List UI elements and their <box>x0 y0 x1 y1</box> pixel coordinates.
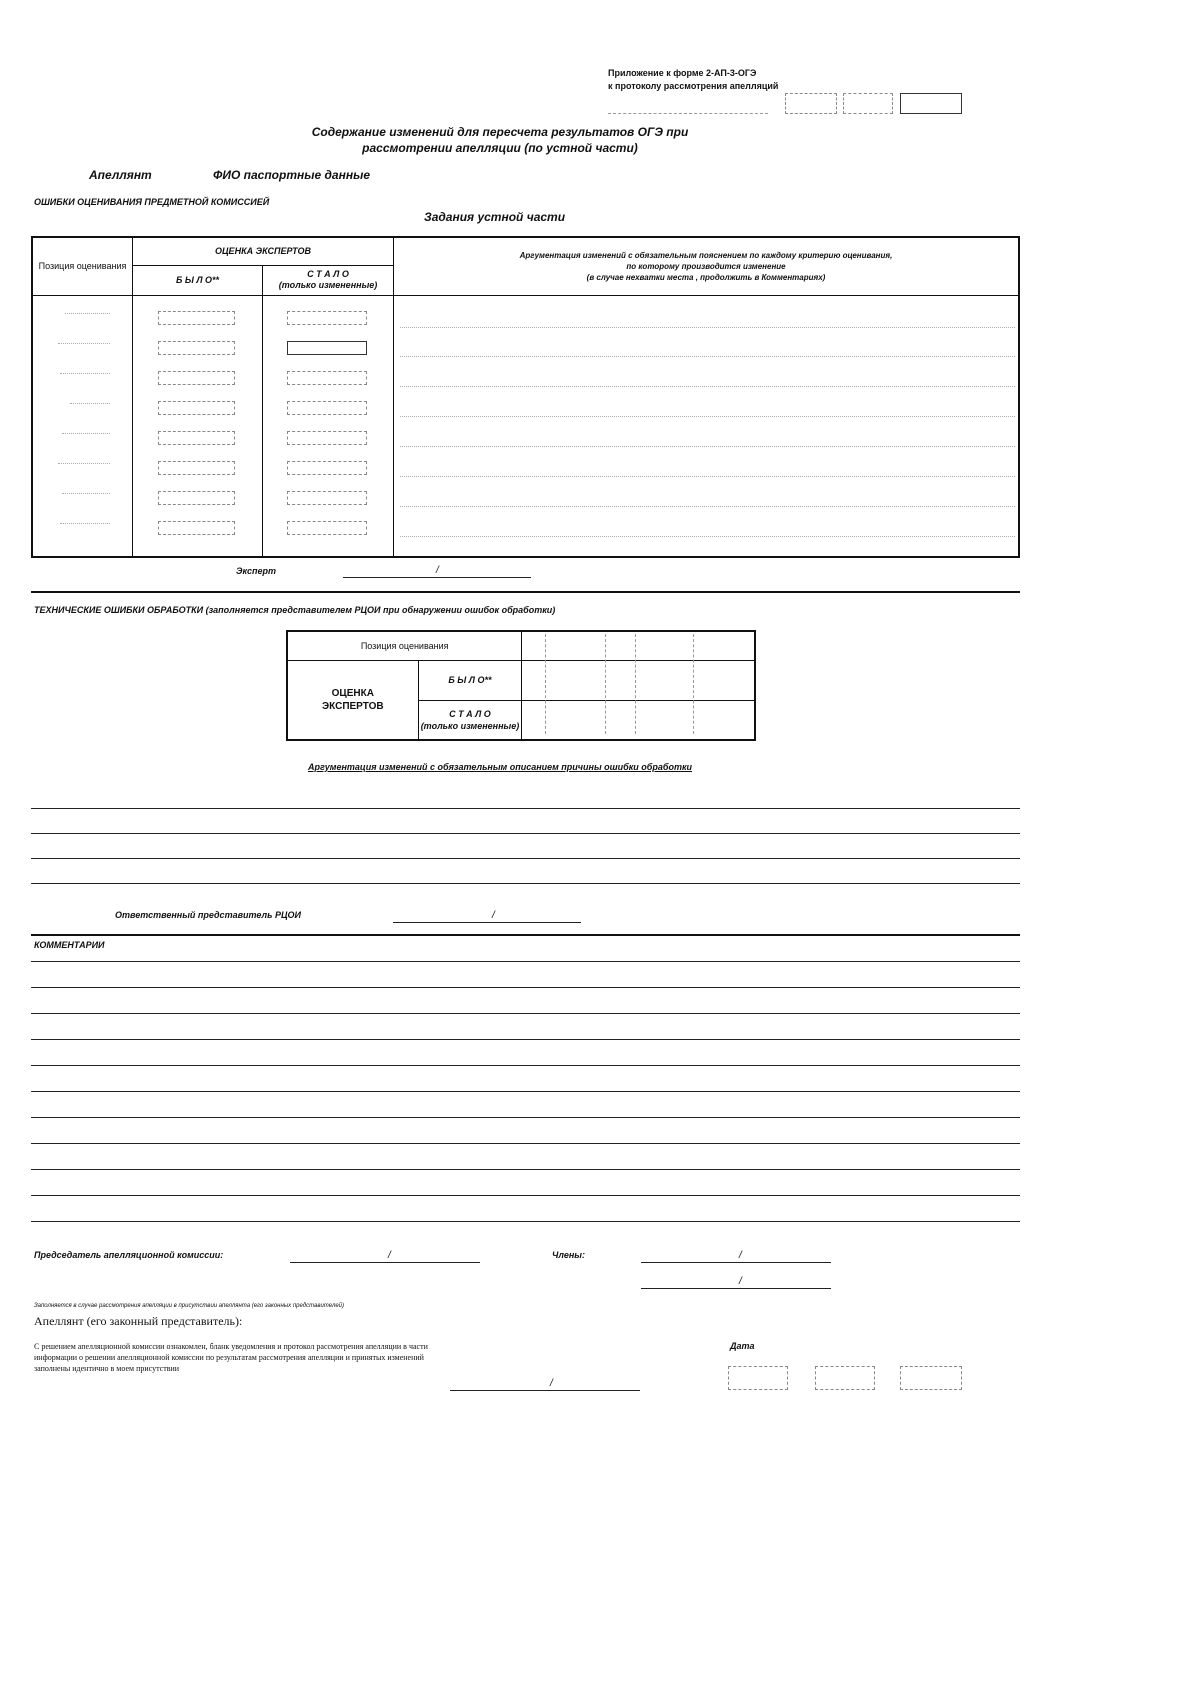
responsible-signature-line[interactable] <box>393 922 581 923</box>
protocol-date-box-2[interactable] <box>843 93 893 114</box>
argument-line-3[interactable] <box>400 386 1015 387</box>
argument-line-4[interactable] <box>400 416 1015 417</box>
tech-argument-heading: Аргументация изменений с обязательным описанием причины ошибки обработки <box>307 762 693 772</box>
col-became-note: (только измененные) <box>278 280 378 290</box>
col-was: Б Ы Л О** <box>133 265 263 295</box>
col-argument <box>394 237 1020 295</box>
chair-slash: / <box>388 1250 391 1261</box>
was-field-1[interactable] <box>158 311 235 325</box>
became-field-7[interactable] <box>287 491 367 505</box>
expert-label: Эксперт <box>236 566 277 576</box>
oral-tasks-subheading: Задания устной части <box>424 210 566 224</box>
argument-line-7[interactable] <box>400 506 1015 507</box>
became-field-2[interactable] <box>287 341 367 355</box>
protocol-date-box-3[interactable] <box>900 93 962 114</box>
section-divider-1 <box>31 591 1020 593</box>
chair-signature-line[interactable] <box>290 1262 480 1263</box>
appellant-label: Апеллянт <box>89 168 152 182</box>
commission-errors-table <box>31 236 1020 558</box>
title-line-1: Содержание изменений для пересчета результатов ОГЭ при <box>311 125 689 139</box>
col-became-label: С Т А Л О <box>307 269 349 279</box>
was-field-2[interactable] <box>158 341 235 355</box>
expert-slash: / <box>436 565 439 576</box>
page-title <box>0 124 1000 156</box>
became-cells[interactable] <box>263 295 394 557</box>
position-field-4[interactable] <box>70 403 110 404</box>
comment-line-7[interactable] <box>31 1117 1020 1118</box>
comment-line-2[interactable] <box>31 987 1020 988</box>
argument-line-2[interactable] <box>400 356 1015 357</box>
argument-line-5[interactable] <box>400 446 1015 447</box>
tech-became-note: (только измененные) <box>420 720 520 731</box>
became-field-6[interactable] <box>287 461 367 475</box>
member-1-signature-line[interactable] <box>641 1262 831 1263</box>
position-field-5[interactable] <box>62 433 110 434</box>
col-became <box>263 265 394 295</box>
comments-heading: КОММЕНТАРИИ <box>34 940 105 950</box>
tech-became <box>418 700 522 740</box>
col-experts: ОЦЕНКА ЭКСПЕРТОВ <box>133 237 394 265</box>
members-label: Члены: <box>552 1250 585 1260</box>
date-day-box[interactable] <box>728 1366 788 1390</box>
position-field-2[interactable] <box>58 343 110 344</box>
argument-line-6[interactable] <box>400 476 1015 477</box>
became-field-3[interactable] <box>287 371 367 385</box>
was-field-7[interactable] <box>158 491 235 505</box>
was-field-5[interactable] <box>158 431 235 445</box>
became-field-5[interactable] <box>287 431 367 445</box>
responsible-label: Ответственный представитель РЦОИ <box>115 910 301 920</box>
became-field-4[interactable] <box>287 401 367 415</box>
position-field-8[interactable] <box>60 523 110 524</box>
member-1-slash: / <box>739 1250 742 1261</box>
became-field-1[interactable] <box>287 311 367 325</box>
member-2-signature-line[interactable] <box>641 1288 831 1289</box>
argument-line-1[interactable] <box>400 327 1015 328</box>
col-argument-line-2: по которому производится изменение <box>626 261 786 271</box>
date-year-box[interactable] <box>900 1366 962 1390</box>
position-field-1[interactable] <box>65 313 110 314</box>
footer-slash: / <box>550 1378 553 1389</box>
footer-statement: С решением апелляционной комиссии ознакомлен, бланк уведомления и протокол рассмотрения апелляции в части информации о решении апелляционной комиссии по результатам рассмотрения апелляции и принятых изменений заполнены идентично в моем присутствии <box>34 1342 428 1373</box>
commission-errors-heading: ОШИБКИ ОЦЕНИВАНИЯ ПРЕДМЕТНОЙ КОМИССИЕЙ <box>34 197 270 207</box>
col-argument-line-3: (в случае нехватки места , продолжить в Комментариях) <box>586 272 826 282</box>
was-field-3[interactable] <box>158 371 235 385</box>
position-cells[interactable] <box>32 295 133 557</box>
footer-appellant-label: Апеллянт (его законный представитель): <box>34 1314 243 1328</box>
date-label: Дата <box>730 1341 755 1351</box>
footer-signature-line[interactable] <box>450 1390 640 1391</box>
tech-experts-label <box>287 660 418 740</box>
comment-line-6[interactable] <box>31 1091 1020 1092</box>
section-divider-2 <box>31 934 1020 936</box>
position-field-6[interactable] <box>58 463 110 464</box>
member-2-slash: / <box>739 1276 742 1287</box>
was-field-6[interactable] <box>158 461 235 475</box>
comment-line-1[interactable] <box>31 961 1020 962</box>
comment-line-10[interactable] <box>31 1195 1020 1196</box>
tech-argument-line-1[interactable] <box>31 808 1020 809</box>
argument-cells[interactable] <box>394 295 1020 557</box>
tech-cell-dividers <box>520 632 752 739</box>
tech-experts-line-1: ОЦЕНКА <box>331 687 374 699</box>
chair-label: Председатель апелляционной комиссии: <box>34 1250 224 1260</box>
col-argument-line-1: Аргументация изменений с обязательным пояснением по каждому критерию оценивания, <box>519 250 893 260</box>
comment-line-9[interactable] <box>31 1169 1020 1170</box>
tech-experts-line-2: ЭКСПЕРТОВ <box>322 700 384 712</box>
was-cells[interactable] <box>133 295 263 557</box>
comment-line-8[interactable] <box>31 1143 1020 1144</box>
title-line-2: рассмотрении апелляции (по устной части) <box>362 141 638 155</box>
tech-row-position: Позиция оценивания <box>287 631 522 660</box>
fill-note: Заполняется в случае рассмотрения апелляции в присутствии апеллянта (его законных представителей) <box>34 1303 344 1309</box>
protocol-date-box-1[interactable] <box>785 93 837 114</box>
annex-note <box>608 67 778 93</box>
annex-line-2: к протоколу рассмотрения апелляций <box>608 81 779 91</box>
argument-line-8[interactable] <box>400 536 1015 537</box>
annex-line-1: Приложение к форме 2-АП-3-ОГЭ <box>608 68 757 78</box>
became-field-8[interactable] <box>287 521 367 535</box>
col-position: Позиция оценивания <box>32 237 133 295</box>
tech-became-label: С Т А Л О <box>449 708 491 719</box>
tech-was: Б Ы Л О** <box>418 660 522 700</box>
was-field-8[interactable] <box>158 521 235 535</box>
comment-line-11[interactable] <box>31 1221 1020 1222</box>
comment-line-3[interactable] <box>31 1013 1020 1014</box>
responsible-slash: / <box>492 910 495 921</box>
was-field-4[interactable] <box>158 401 235 415</box>
tech-argument-line-2[interactable] <box>31 833 1020 834</box>
expert-signature-line[interactable] <box>343 577 531 578</box>
date-month-box[interactable] <box>815 1366 875 1390</box>
comment-line-5[interactable] <box>31 1065 1020 1066</box>
appellant-value: ФИО паспортные данные <box>213 168 371 182</box>
tech-errors-heading: ТЕХНИЧЕСКИЕ ОШИБКИ ОБРАБОТКИ (заполняется представителем РЦОИ при обнаружении ошибок обработки) <box>34 605 556 615</box>
tech-argument-line-3[interactable] <box>31 858 1020 859</box>
tech-argument-line-4[interactable] <box>31 883 1020 884</box>
comment-line-4[interactable] <box>31 1039 1020 1040</box>
position-field-7[interactable] <box>62 493 110 494</box>
position-field-3[interactable] <box>60 373 110 374</box>
protocol-number-field[interactable] <box>608 113 768 114</box>
